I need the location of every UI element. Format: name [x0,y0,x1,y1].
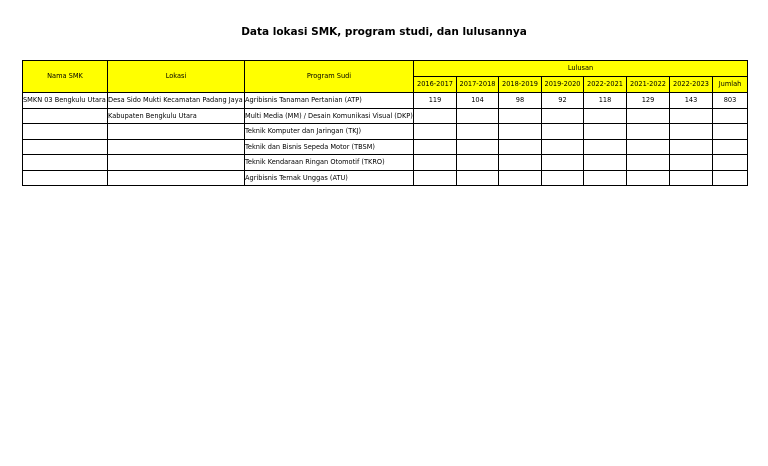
cell-program-studi[interactable]: Teknik Kendaraan Ringan Otomotif (TKRO) [245,155,414,171]
cell-lulusan-value[interactable] [542,139,584,155]
cell-program-studi[interactable]: Multi Media (MM) / Desain Komunikasi Visual (DKP) [245,108,414,124]
cell-lulusan-value[interactable] [414,124,457,140]
header-year: 2022-2021 [584,77,627,93]
header-lokasi: Lokasi [108,61,245,93]
cell-lokasi[interactable] [108,170,245,186]
cell-lulusan-value[interactable]: 119 [414,93,457,109]
cell-lulusan-value[interactable] [627,108,670,124]
cell-nama-smk[interactable] [23,93,108,109]
cell-lulusan-value[interactable] [414,155,457,171]
cell-lokasi[interactable] [108,108,245,124]
cell-lulusan-value[interactable] [414,108,457,124]
cell-program-studi[interactable]: Teknik dan Bisnis Sepeda Motor (TBSM) [245,139,414,155]
cell-lokasi[interactable] [108,139,245,155]
cell-lulusan-value[interactable] [499,108,542,124]
table-row [23,139,748,155]
header-year: 2017-2018 [457,77,499,93]
cell-lulusan-value[interactable] [584,124,627,140]
cell-nama-smk-text: SMKN 03 Bengkulu Utara [23,96,106,104]
cell-lulusan-value[interactable] [670,170,713,186]
table-row [23,170,748,186]
table-row [23,124,748,140]
cell-nama-smk[interactable] [23,108,108,124]
header-nama-smk: Nama SMK [23,61,108,93]
cell-lulusan-value[interactable] [542,124,584,140]
cell-lulusan-value[interactable] [499,124,542,140]
table-row [23,93,748,109]
cell-lulusan-value[interactable]: 118 [584,93,627,109]
cell-lulusan-value[interactable] [627,139,670,155]
cell-lulusan-value[interactable]: 92 [542,93,584,109]
cell-lokasi[interactable] [108,124,245,140]
table-row [23,155,748,171]
cell-lulusan-value[interactable] [584,108,627,124]
cell-lokasi[interactable] [108,155,245,171]
cell-lulusan-value[interactable] [457,170,499,186]
header-year: 2022-2023 [670,77,713,93]
cell-nama-smk[interactable] [23,170,108,186]
header-year: 2021-2022 [627,77,670,93]
cell-lulusan-value[interactable] [627,170,670,186]
cell-jumlah[interactable] [713,108,748,124]
cell-lulusan-value[interactable] [457,124,499,140]
cell-lokasi-text: Kabupaten Bengkulu Utara [108,111,197,120]
cell-lulusan-value[interactable] [670,155,713,171]
cell-lulusan-value[interactable] [542,108,584,124]
cell-lulusan-value[interactable] [457,139,499,155]
cell-program-studi[interactable]: Agribisnis Tanaman Pertanian (ATP) [245,93,414,109]
cell-lokasi-text: Desa Sido Mukti Kecamatan Padang Jaya [108,96,243,104]
cell-nama-smk[interactable] [23,139,108,155]
cell-program-studi[interactable]: Agribisnis Ternak Unggas (ATU) [245,170,414,186]
header-program-studi: Program Sudi [245,61,414,93]
cell-lulusan-value[interactable] [627,155,670,171]
header-year: 2019-2020 [542,77,584,93]
cell-jumlah[interactable]: 803 [713,93,748,109]
cell-lokasi[interactable] [108,93,245,109]
cell-lulusan-value[interactable] [627,124,670,140]
data-table [22,60,748,186]
cell-lulusan-value[interactable] [584,155,627,171]
cell-lulusan-value[interactable] [542,170,584,186]
cell-lulusan-value[interactable] [414,139,457,155]
cell-program-studi[interactable]: Teknik Komputer dan Jaringan (TKJ) [245,124,414,140]
cell-nama-smk[interactable] [23,124,108,140]
cell-lulusan-value[interactable] [499,155,542,171]
cell-lulusan-value[interactable]: 98 [499,93,542,109]
cell-lulusan-value[interactable] [584,170,627,186]
cell-jumlah[interactable] [713,124,748,140]
cell-lulusan-value[interactable] [457,155,499,171]
cell-lulusan-value[interactable] [670,124,713,140]
cell-lulusan-value[interactable] [499,170,542,186]
cell-jumlah[interactable] [713,170,748,186]
cell-lulusan-value[interactable] [542,155,584,171]
cell-lulusan-value[interactable]: 104 [457,93,499,109]
header-lulusan: Lulusan [414,61,748,77]
cell-lulusan-value[interactable] [584,139,627,155]
header-year: Jumlah [713,77,748,93]
cell-lulusan-value[interactable] [670,139,713,155]
header-year: 2016-2017 [414,77,457,93]
cell-lulusan-value[interactable]: 129 [627,93,670,109]
cell-lulusan-value[interactable] [670,108,713,124]
header-year: 2018-2019 [499,77,542,93]
cell-lulusan-value[interactable] [499,139,542,155]
cell-lulusan-value[interactable] [457,108,499,124]
cell-jumlah[interactable] [713,155,748,171]
cell-jumlah[interactable] [713,139,748,155]
cell-nama-smk[interactable] [23,155,108,171]
table-row [23,108,748,124]
page-title: Data lokasi SMK, program studi, dan lulusannya [241,26,527,38]
cell-lulusan-value[interactable] [414,170,457,186]
cell-lulusan-value[interactable]: 143 [670,93,713,109]
